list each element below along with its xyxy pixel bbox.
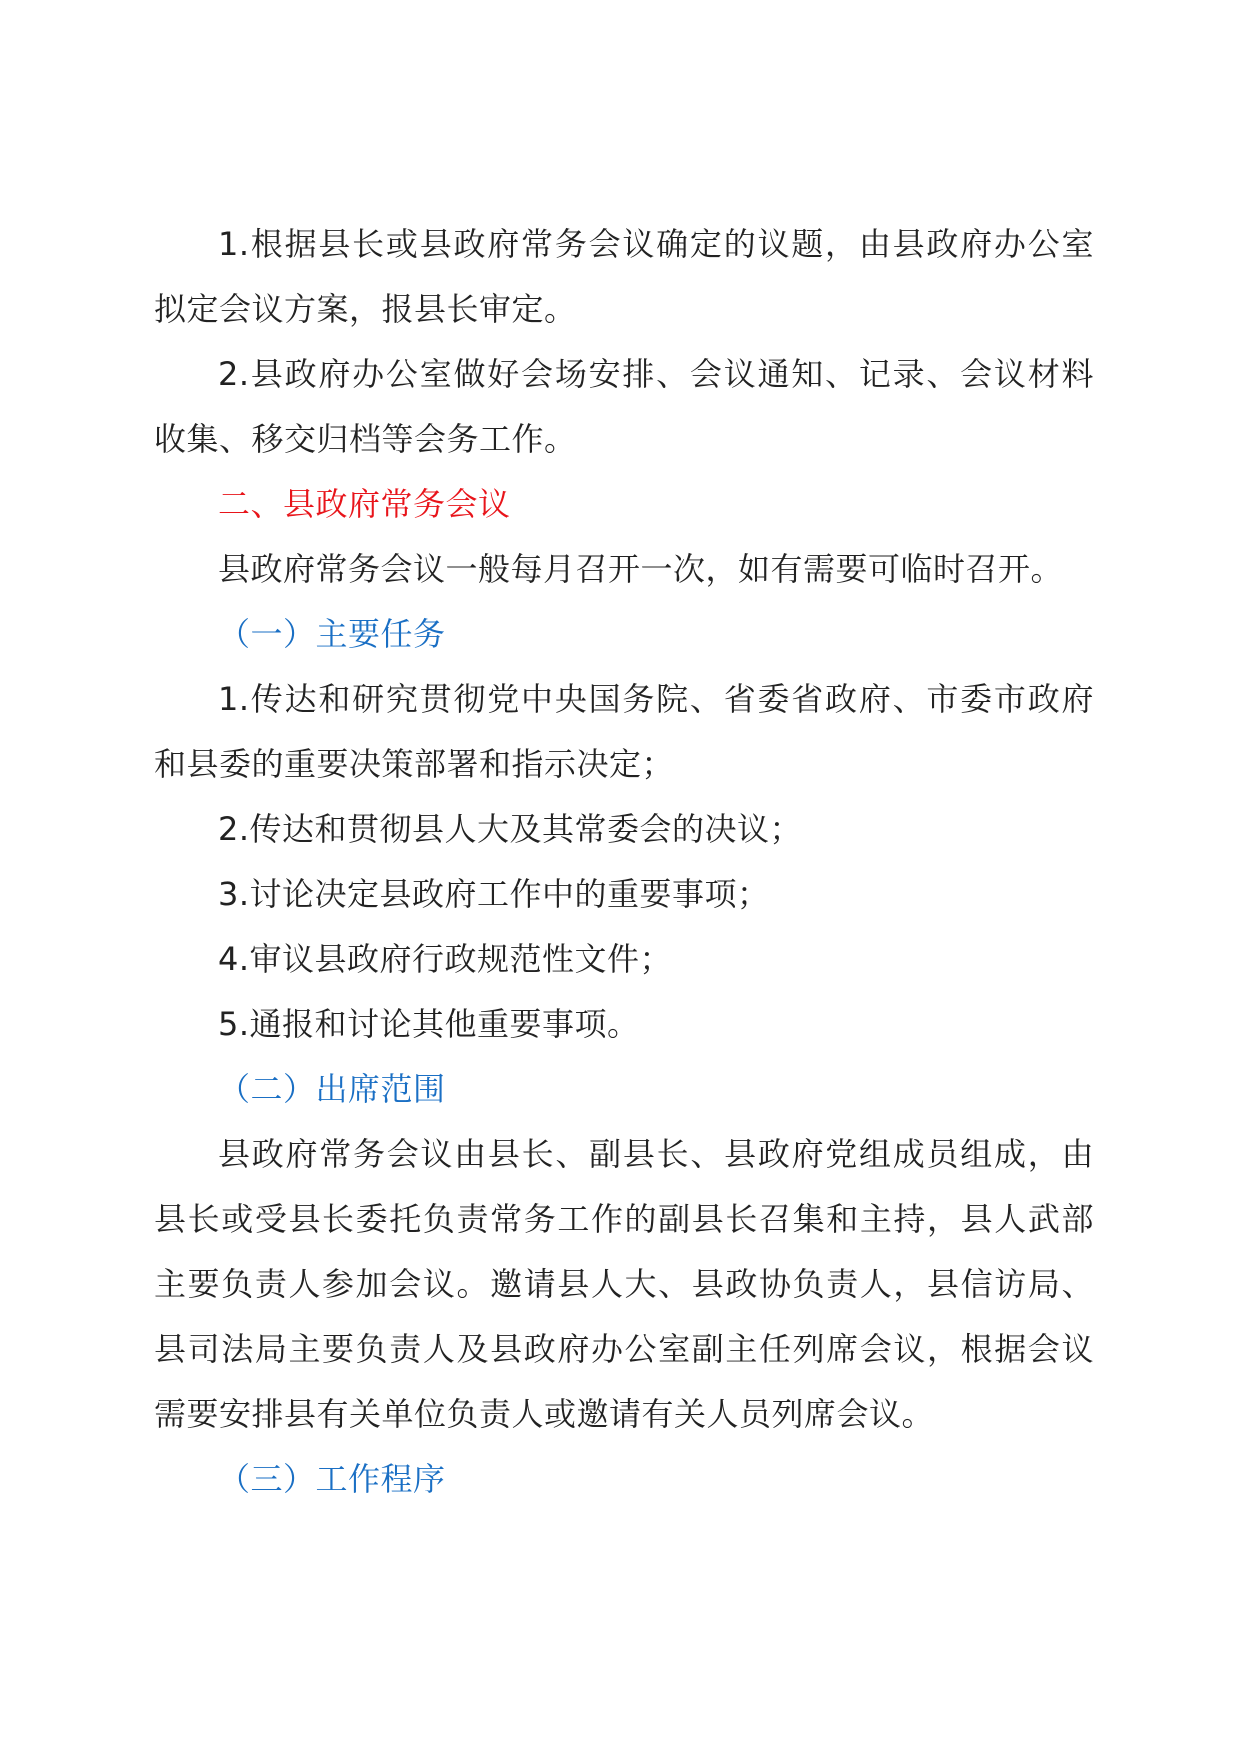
subheading-attendance-scope: （二）出席范围 — [218, 1070, 446, 1108]
subheading-main-tasks: （一）主要任务 — [218, 615, 446, 653]
task-item-3: 3.讨论决定县政府工作中的重要事项； — [218, 875, 770, 913]
task-item-4: 4.审议县政府行政规范性文件； — [218, 940, 673, 978]
paragraph-item-2: 2.县政府办公室做好会场安排、会议通知、记录、会议材料收集、移交归档等会务工作。 — [154, 355, 1094, 458]
paragraph-item-1: 1.根据县长或县政府常务会议确定的议题，由县政府办公室拟定会议方案，报县长审定。 — [154, 225, 1094, 328]
section-heading-county-standing-meeting: 二、县政府常务会议 — [218, 485, 511, 523]
subheading-work-procedure: （三）工作程序 — [218, 1460, 446, 1498]
paragraph-meeting-frequency: 县政府常务会议一般每月召开一次，如有需要可临时召开。 — [218, 550, 1064, 588]
task-item-2: 2.传达和贯彻县人大及其常委会的决议； — [218, 810, 803, 848]
paragraph-attendance-scope: 县政府常务会议由县长、副县长、县政府党组成员组成，由县长或受县长委托负责常务工作的副县长召集和主持，县人武部主要负责人参加会议。邀请县人大、县政协负责人，县信访局、县司法局主要负责人及县政府办公室副主任列席会议，根据会议需要安排县有关单位负责人或邀请有关人员列席会议。 — [154, 1135, 1094, 1433]
task-item-5: 5.通报和讨论其他重要事项。 — [218, 1005, 640, 1043]
document-body — [154, 212, 1094, 1512]
task-item-1: 1.传达和研究贯彻党中央国务院、省委省政府、市委市政府和县委的重要决策部署和指示决定； — [154, 680, 1094, 783]
